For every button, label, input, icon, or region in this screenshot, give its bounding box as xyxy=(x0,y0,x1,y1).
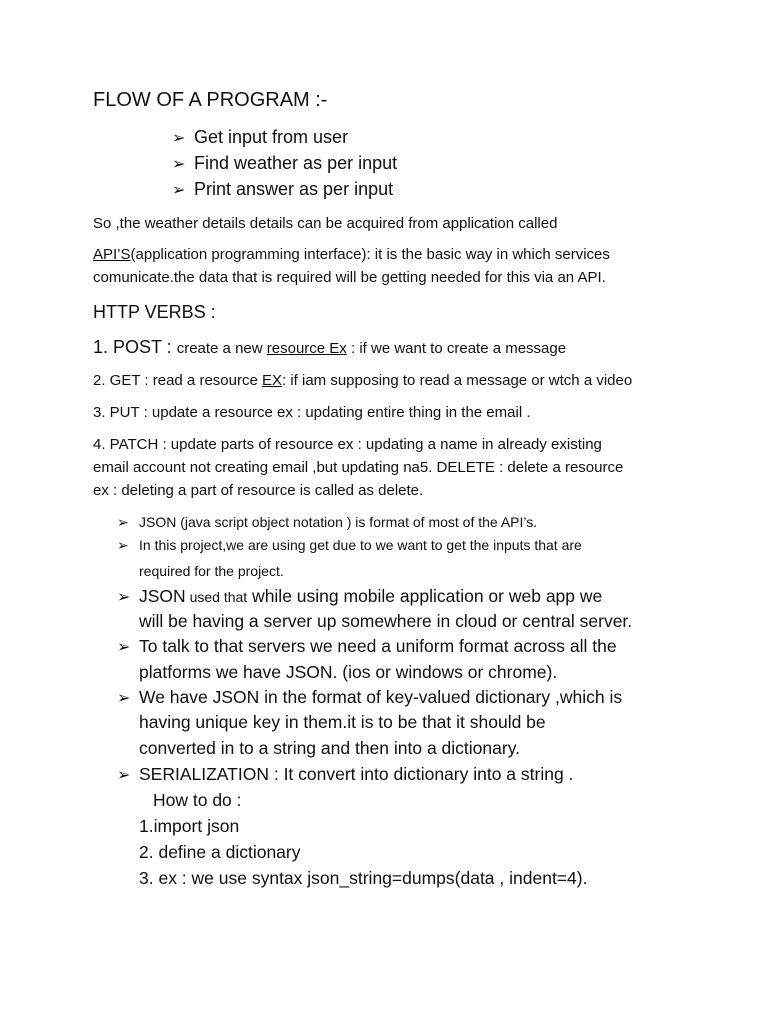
bullet-talk: ➢ To talk to that servers we need a uniform format across all the xyxy=(117,636,617,656)
page-title: FLOW OF A PROGRAM :- xyxy=(93,89,328,111)
how-to-heading: How to do : xyxy=(153,790,242,810)
api-term: API’S xyxy=(93,246,131,263)
arrow-bullet-icon: ➢ xyxy=(172,182,186,199)
api-paragraph-line: API’S(application programming interface): it is the basic way in which services xyxy=(93,246,610,263)
verb-patch-line: 4. PATCH : update parts of resource ex : updating a name in already existing xyxy=(93,436,602,453)
bullet-serialization: ➢ SERIALIZATION : It convert into dictionary into a string . xyxy=(117,764,574,784)
how-to-step: 3. ex : we use syntax json_string=dumps(data , indent=4). xyxy=(139,868,588,888)
bullet-keyvalue-continuation: having unique key in them.it is to be that it should be xyxy=(139,712,546,732)
arrow-bullet-icon: ➢ xyxy=(172,156,186,173)
verb-patch-line: ex : deleting a part of resource is called as delete. xyxy=(93,482,424,499)
bullet-json-format: ➢ JSON (java script object notation ) is format of most of the API’s. xyxy=(117,514,538,530)
how-to-step: 2. define a dictionary xyxy=(139,842,301,862)
api-paragraph-line: comunicate.the data that is required will be getting needed for this via an API. xyxy=(93,269,606,286)
weather-paragraph: So ,the weather details details can be acquired from application called xyxy=(93,215,558,232)
arrow-bullet-icon: ➢ xyxy=(117,690,131,707)
bullet-keyvalue-continuation: converted in to a string and then into a dictionary. xyxy=(139,738,521,758)
arrow-bullet-icon: ➢ xyxy=(117,639,131,656)
bullet-talk-continuation: platforms we have JSON. (ios or windows or chrome). xyxy=(139,662,558,682)
bullet-project-continuation: required for the project. xyxy=(139,563,284,579)
bullet-keyvalue: ➢ We have JSON in the format of key-valued dictionary ,which is xyxy=(117,687,623,707)
flow-step: ➢ Print answer as per input xyxy=(172,179,394,199)
flow-step: ➢ Find weather as per input xyxy=(172,153,398,173)
arrow-bullet-icon: ➢ xyxy=(117,537,129,553)
flow-step: ➢ Get input from user xyxy=(172,127,349,147)
verb-post: 1. POST : create a new resource Ex : if we want to create a message xyxy=(93,337,567,357)
verb-patch-line: email account not creating email ,but updating na5. DELETE : delete a resource xyxy=(93,459,624,476)
verb-put: 3. PUT : update a resource ex : updating entire thing in the email . xyxy=(93,404,531,421)
bullet-json-used: ➢ JSON used that while using mobile application or web app we xyxy=(117,586,603,606)
http-verbs-heading: HTTP VERBS : xyxy=(93,302,216,322)
arrow-bullet-icon: ➢ xyxy=(117,514,129,530)
how-to-step: 1.import json xyxy=(139,816,240,836)
arrow-bullet-icon: ➢ xyxy=(172,130,186,147)
bullet-json-used-continuation: will be having a server up somewhere in cloud or central server. xyxy=(139,611,633,631)
bullet-project: ➢ In this project,we are using get due to we want to get the inputs that are xyxy=(117,537,582,553)
verb-get: 2. GET : read a resource EX: if iam supposing to read a message or wtch a video xyxy=(93,372,633,389)
arrow-bullet-icon: ➢ xyxy=(117,767,131,784)
arrow-bullet-icon: ➢ xyxy=(117,589,131,606)
